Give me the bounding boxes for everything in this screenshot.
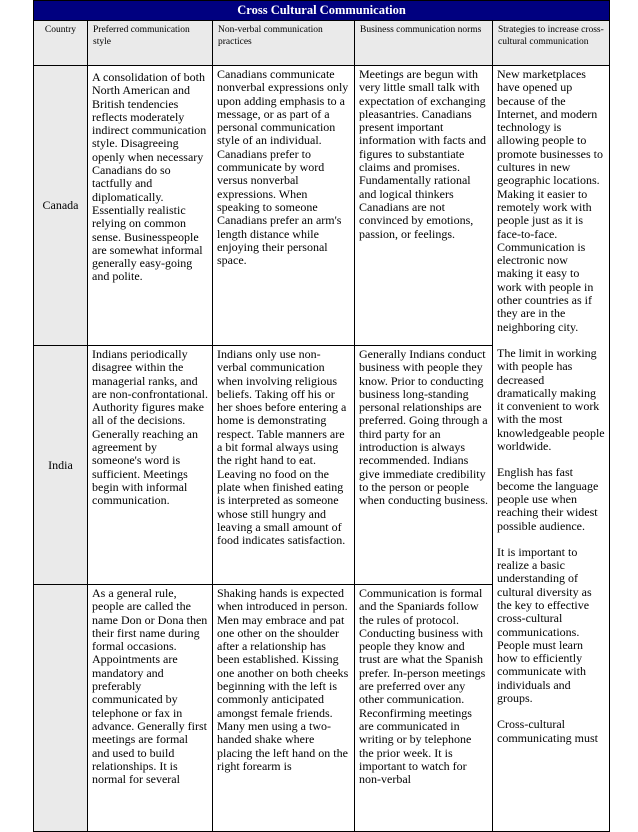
- nonverbal-cell-spain: Shaking hands is expected when introduced in person. Men may embrace and pat one other on the shoulder after a relationship has been established. Kissing one another on both cheeks beginning with the left is commonly anticipated amongst female friends. Many men using a two-handed shake where placing the left hand on the right forearm is: [213, 585, 355, 832]
- preferred-cell-india: Indians periodically disagree within the managerial ranks, and are non-confrontational. Authority figures make all of the decisions. Generally reaching an agreement by someone's word is sufficient. Meetings begin with informal communication.: [88, 346, 213, 585]
- table-title: Cross Cultural Communication: [34, 1, 610, 21]
- nonverbal-cell-india: Indians only use non-verbal communication when involving religious beliefs. Taking off his or her shoes before entering a home is demonstrating respect. Table manners are a bit formal always using the right hand to eat. Leaving no food on the plate when finished eating is interpreted as someone whose still hungry and leaving a small amount of food indicates satisfaction.: [213, 346, 355, 585]
- table-row-canada: [34, 66, 610, 346]
- strategy-paragraph: The limit in working with people has decreased dramatically making it convenient to work with the most knowledgeable people worldwide.: [497, 345, 605, 454]
- preferred-cell-spain: As a general rule, people are called the name Don or Dona then their first name during formal occasions. Appointments are mandatory and preferably communicated by telephone or fax in advance. Generally first meetings are formal and used to build relationships. It is normal for several: [88, 585, 213, 832]
- strategy-paragraph: New marketplaces have opened up because of the Internet, and modern technology is allowing people to promote businesses to cultures in new geographic locations. Making it easier to remotely work with people just as it is face-to-face. Communication is electronic now making it easy to work with people in other countries as if they are in the neighboring city.: [497, 67, 603, 334]
- header-row: [34, 21, 610, 66]
- nonverbal-cell-canada: Canadians communicate nonverbal expressions only upon adding emphasis to a message, or as part of a personal communication style of an individual. Canadians prefer to communicate by word versus nonverbal expressions. When speaking to someone Canadians prefer an arm's length distance while enjoying their personal space.: [213, 66, 355, 346]
- header-country: Country: [34, 21, 88, 66]
- title-row: [34, 1, 610, 21]
- header-business-norms: Business communication norms: [355, 21, 493, 66]
- business-cell-canada: Meetings are begun with very little small talk with expectation of exchanging pleasantries. Canadians present important information with facts and figures to substantiate claims and promises. Fundamentally rational and logical thinkers Canadians are not convinced by emotions, passion, or feelings.: [355, 66, 493, 346]
- preferred-cell-canada: A consolidation of both North American and British tendencies reflects moderately indirect communication style. Disagreeing openly when necessary Canadians do so tactfully and diplomatically. Essentially realistic relying on common sense. Businesspeople are somewhat informal generally easy-going and polite.: [88, 66, 213, 346]
- strategy-paragraph: Cross-cultural communicating must: [497, 717, 598, 745]
- country-cell-spain: [34, 585, 88, 832]
- cross-cultural-table-container: [33, 0, 609, 832]
- header-preferred-style: Preferred communication style: [88, 21, 213, 66]
- country-cell-canada: Canada: [34, 66, 88, 346]
- strategies-cell: [493, 66, 610, 832]
- business-cell-spain: Communication is formal and the Spaniards follow the rules of protocol. Conducting business with people they know and trust are what the Spanish prefer. In-person meetings are preferred over any other communication. Reconfirming meetings are communicated in writing or by telephone the prior week. It is important to watch for non-verbal: [355, 585, 493, 832]
- header-nonverbal-practices: Non-verbal communication practices: [213, 21, 355, 66]
- business-cell-india: Generally Indians conduct business with people they know. Prior to conducting business long-standing personal relationships are preferred. Going through a third party for an introduction is always recommended. Indians give immediate credibility to the person or people when conducting business.: [355, 346, 493, 585]
- cross-cultural-table: [33, 0, 610, 832]
- country-cell-india: India: [34, 346, 88, 585]
- header-strategies: Strategies to increase cross-cultural communication: [493, 21, 610, 66]
- strategy-paragraph: English has fast become the language people use when reaching their widest possible audience.: [497, 465, 599, 533]
- strategy-paragraph: It is important to realize a basic understanding of cultural diversity as the key to effective cross-cultural communications. People must learn how to efficiently communicate with individuals and groups.: [497, 544, 592, 706]
